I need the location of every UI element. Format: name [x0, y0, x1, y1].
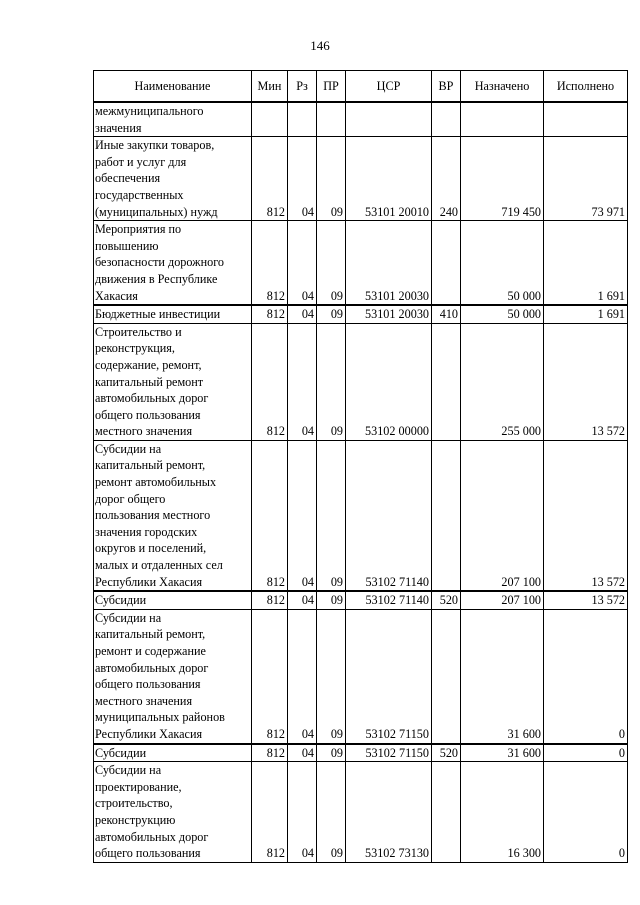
cell-csr: 53102 71150: [346, 609, 432, 743]
cell-name: Субсидии на капитальный ремонт, ремонт и содержание автомобильных дорог общего пользования местного значения муниципальных районов Республики Хакасия: [94, 609, 252, 743]
cell-pr: 09: [317, 323, 346, 440]
cell-executed: 1 691: [544, 221, 628, 305]
cell-rz: 04: [288, 137, 317, 221]
cell-min: 812: [252, 762, 288, 863]
cell-csr: 53102 71140: [346, 440, 432, 591]
cell-executed: 73 971: [544, 137, 628, 221]
page-number: 146: [310, 38, 330, 53]
cell-pr: 09: [317, 762, 346, 863]
cell-csr: 53102 71140: [346, 591, 432, 609]
table-row: [94, 305, 628, 323]
cell-assigned: 50 000: [461, 221, 544, 305]
cell-executed: 13 572: [544, 440, 628, 591]
cell-min: 812: [252, 591, 288, 609]
cell-vr: 410: [432, 305, 461, 323]
cell-vr: 240: [432, 137, 461, 221]
cell-min: 812: [252, 323, 288, 440]
cell-executed: 13 572: [544, 323, 628, 440]
cell-assigned: 50 000: [461, 305, 544, 323]
cell-rz: 04: [288, 609, 317, 743]
column-header-min: Мин: [252, 71, 288, 103]
column-header-rz: Рз: [288, 71, 317, 103]
cell-name: Субсидии на проектирование, строительство, реконструкцию автомобильных дорог общего пользования: [94, 762, 252, 863]
cell-csr: 53102 73130: [346, 762, 432, 863]
cell-pr: [317, 102, 346, 137]
cell-csr: 53101 20030: [346, 305, 432, 323]
table-row: [94, 762, 628, 863]
column-header-csr: ЦСР: [346, 71, 432, 103]
cell-vr: [432, 762, 461, 863]
table-row: [94, 591, 628, 609]
cell-assigned: 719 450: [461, 137, 544, 221]
cell-csr: 53101 20030: [346, 221, 432, 305]
cell-assigned: 207 100: [461, 440, 544, 591]
cell-min: 812: [252, 609, 288, 743]
cell-vr: [432, 440, 461, 591]
table-row: [94, 137, 628, 221]
cell-min: 812: [252, 221, 288, 305]
cell-vr: 520: [432, 744, 461, 762]
cell-csr: 53101 20010: [346, 137, 432, 221]
table-row: [94, 221, 628, 305]
cell-pr: 09: [317, 305, 346, 323]
cell-min: 812: [252, 744, 288, 762]
table-header-row: [94, 71, 628, 103]
cell-assigned: 16 300: [461, 762, 544, 863]
table-row: [94, 323, 628, 440]
budget-table: [93, 70, 628, 863]
cell-csr: 53102 00000: [346, 323, 432, 440]
cell-rz: 04: [288, 744, 317, 762]
cell-pr: 09: [317, 221, 346, 305]
cell-vr: [432, 221, 461, 305]
cell-vr: 520: [432, 591, 461, 609]
cell-assigned: 31 600: [461, 609, 544, 743]
table-row: [94, 609, 628, 743]
cell-vr: [432, 609, 461, 743]
column-header-assigned: Назначено: [461, 71, 544, 103]
cell-pr: 09: [317, 744, 346, 762]
cell-min: 812: [252, 137, 288, 221]
cell-min: 812: [252, 440, 288, 591]
column-header-vr: ВР: [432, 71, 461, 103]
cell-executed: 0: [544, 762, 628, 863]
cell-pr: 09: [317, 137, 346, 221]
cell-name: Иные закупки товаров, работ и услуг для обеспечения государственных (муниципальных) нужд: [94, 137, 252, 221]
cell-name: Строительство и реконструкция, содержание, ремонт, капитальный ремонт автомобильных дорог общего пользования местного значения: [94, 323, 252, 440]
cell-rz: 04: [288, 323, 317, 440]
cell-csr: [346, 102, 432, 137]
column-header-executed: Исполнено: [544, 71, 628, 103]
cell-rz: 04: [288, 440, 317, 591]
cell-name: Субсидии: [94, 591, 252, 609]
cell-vr: [432, 323, 461, 440]
cell-rz: 04: [288, 762, 317, 863]
cell-assigned: 207 100: [461, 591, 544, 609]
cell-name: Бюджетные инвестиции: [94, 305, 252, 323]
cell-executed: 0: [544, 744, 628, 762]
cell-name: Мероприятия по повышению безопасности дорожного движения в Республике Хакасия: [94, 221, 252, 305]
table-row: [94, 440, 628, 591]
cell-assigned: 255 000: [461, 323, 544, 440]
cell-rz: 04: [288, 305, 317, 323]
table-row: [94, 102, 628, 137]
cell-name: Субсидии: [94, 744, 252, 762]
cell-executed: 0: [544, 609, 628, 743]
cell-vr: [432, 102, 461, 137]
cell-assigned: 31 600: [461, 744, 544, 762]
cell-min: 812: [252, 305, 288, 323]
cell-executed: 13 572: [544, 591, 628, 609]
cell-executed: 1 691: [544, 305, 628, 323]
table-row: [94, 744, 628, 762]
cell-name: Субсидии на капитальный ремонт, ремонт автомобильных дорог общего пользования местного значения городских округов и поселений, малых и отдаленных сел Республики Хакасия: [94, 440, 252, 591]
cell-rz: 04: [288, 591, 317, 609]
column-header-name: Наименование: [94, 71, 252, 103]
cell-pr: 09: [317, 440, 346, 591]
cell-executed: [544, 102, 628, 137]
cell-pr: 09: [317, 609, 346, 743]
column-header-pr: ПР: [317, 71, 346, 103]
cell-assigned: [461, 102, 544, 137]
cell-pr: 09: [317, 591, 346, 609]
cell-min: [252, 102, 288, 137]
cell-csr: 53102 71150: [346, 744, 432, 762]
cell-rz: 04: [288, 221, 317, 305]
cell-name: межмуниципального значения: [94, 102, 252, 137]
cell-rz: [288, 102, 317, 137]
